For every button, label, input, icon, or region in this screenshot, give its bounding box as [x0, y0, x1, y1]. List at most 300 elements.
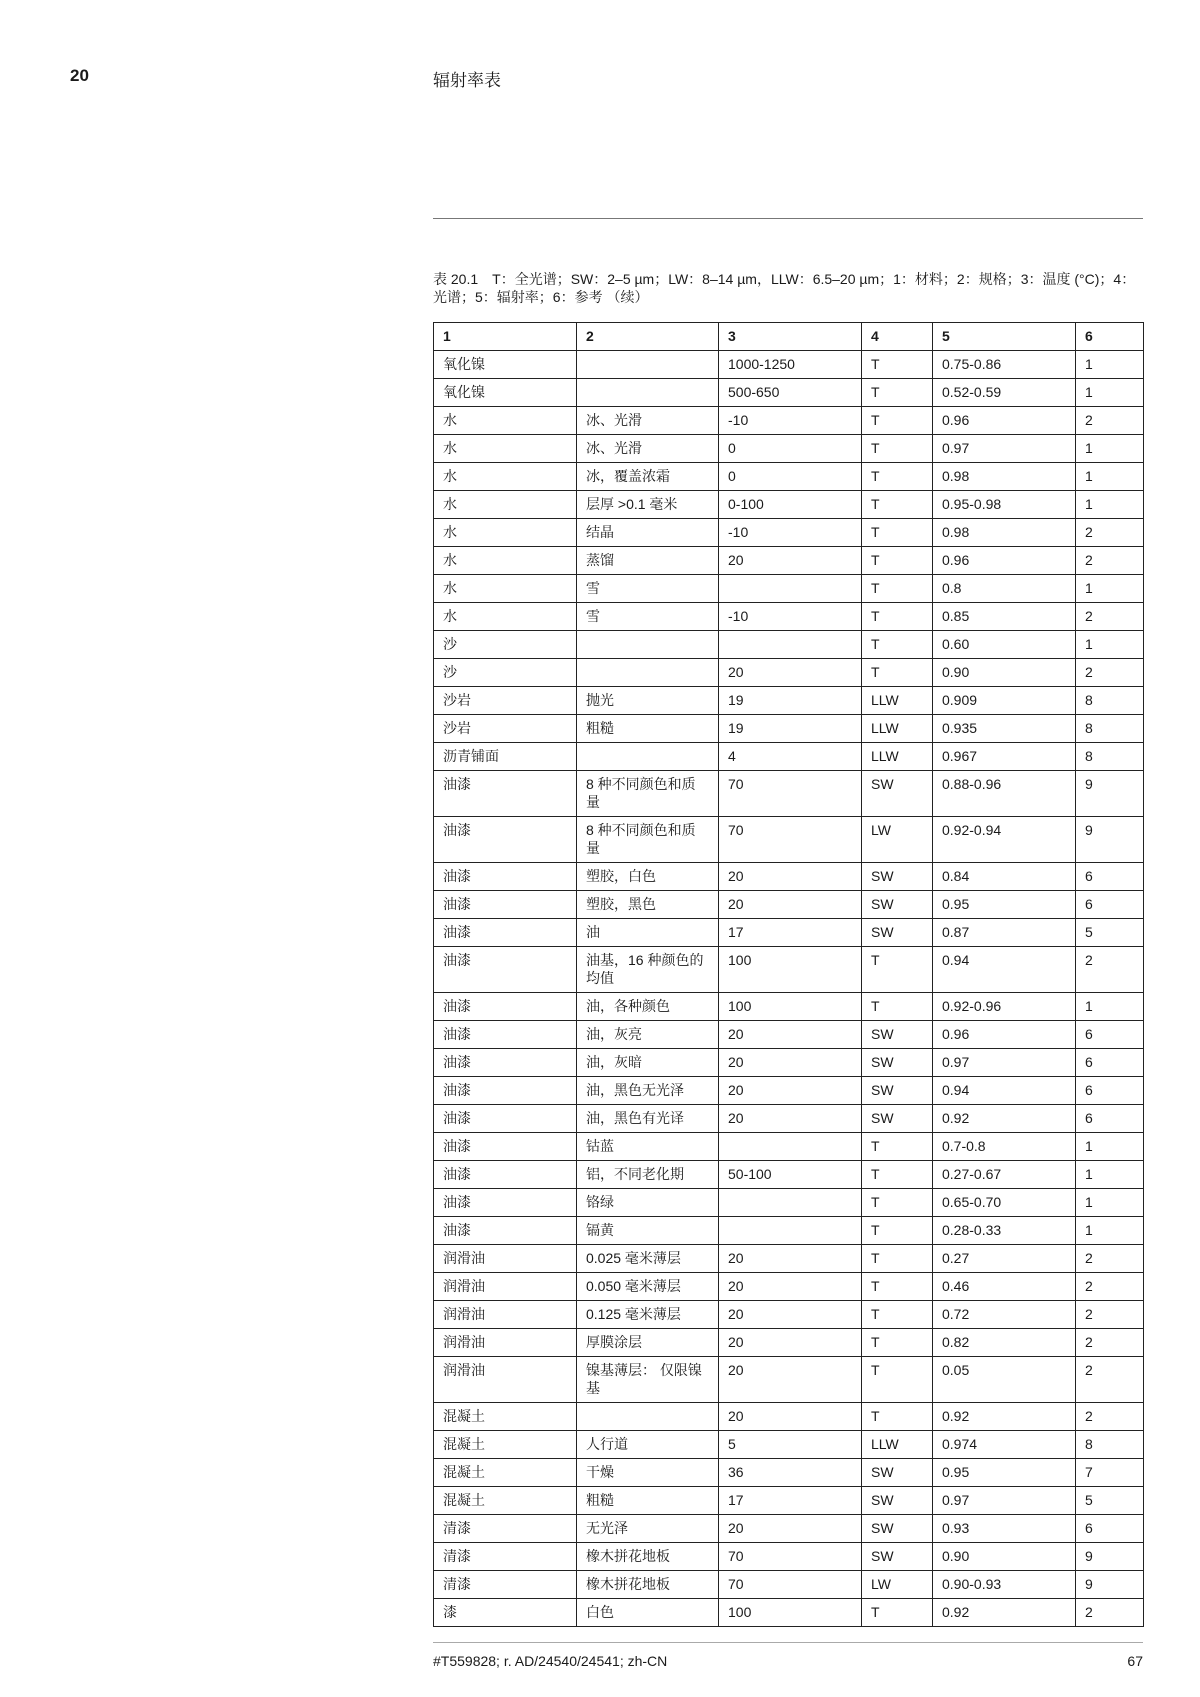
table-cell: T	[862, 1189, 933, 1217]
table-cell: 油漆	[434, 1105, 577, 1133]
table-cell: 水	[434, 575, 577, 603]
table-cell: 0.05	[933, 1357, 1076, 1403]
table-cell: 1	[1076, 631, 1144, 659]
table-row	[434, 771, 1144, 817]
table-cell: 20	[719, 1301, 862, 1329]
table-cell: 0.7-0.8	[933, 1133, 1076, 1161]
column-header: 2	[577, 323, 719, 351]
table-cell: 雪	[577, 575, 719, 603]
table-row	[434, 1431, 1144, 1459]
table-cell: T	[862, 1301, 933, 1329]
table-row	[434, 817, 1144, 863]
table-cell: 水	[434, 463, 577, 491]
table-cell: T	[862, 1599, 933, 1627]
table-cell: 20	[719, 547, 862, 575]
table-cell: 0.60	[933, 631, 1076, 659]
table-cell: 20	[719, 1403, 862, 1431]
table-cell: 镉黄	[577, 1217, 719, 1245]
table-row	[434, 659, 1144, 687]
table-body	[434, 351, 1144, 1627]
chapter-title: 辐射率表	[433, 71, 501, 90]
emissivity-table	[433, 322, 1144, 1627]
table-cell: 0.93	[933, 1515, 1076, 1543]
table-cell: LW	[862, 817, 933, 863]
table-cell: 0.84	[933, 863, 1076, 891]
table-cell: T	[862, 463, 933, 491]
table-cell: 润滑油	[434, 1357, 577, 1403]
table-cell: 0.92	[933, 1403, 1076, 1431]
table-cell: 0.75-0.86	[933, 351, 1076, 379]
table-row	[434, 1021, 1144, 1049]
table-cell: T	[862, 603, 933, 631]
table-cell	[719, 631, 862, 659]
column-header: 1	[434, 323, 577, 351]
table-cell: 冰，覆盖浓霜	[577, 463, 719, 491]
table-cell: LLW	[862, 743, 933, 771]
table-row	[434, 1105, 1144, 1133]
table-cell: 0.82	[933, 1329, 1076, 1357]
table-cell: 8	[1076, 743, 1144, 771]
table-cell: 20	[719, 891, 862, 919]
table-row	[434, 1515, 1144, 1543]
table-cell: 5	[1076, 1487, 1144, 1515]
table-cell: T	[862, 435, 933, 463]
table-cell: SW	[862, 1487, 933, 1515]
table-cell: LLW	[862, 687, 933, 715]
table-cell: 1	[1076, 463, 1144, 491]
table-cell: 6	[1076, 1021, 1144, 1049]
table-row	[434, 547, 1144, 575]
table-row	[434, 463, 1144, 491]
table-row	[434, 1487, 1144, 1515]
table-cell: 油，灰暗	[577, 1049, 719, 1077]
table-cell: 油漆	[434, 1189, 577, 1217]
table-cell: 17	[719, 1487, 862, 1515]
table-row	[434, 1161, 1144, 1189]
table-cell: 1	[1076, 575, 1144, 603]
table-cell: 油漆	[434, 1077, 577, 1105]
table-cell: 1	[1076, 1133, 1144, 1161]
table-cell: 5	[719, 1431, 862, 1459]
table-row	[434, 947, 1144, 993]
table-cell: T	[862, 1133, 933, 1161]
table-cell: T	[862, 993, 933, 1021]
table-cell: 17	[719, 919, 862, 947]
table-cell: 0.025 毫米薄层	[577, 1245, 719, 1273]
table-cell: 0.98	[933, 463, 1076, 491]
table-cell	[577, 659, 719, 687]
table-cell: SW	[862, 1049, 933, 1077]
table-cell: 8 种不同颜色和质量	[577, 771, 719, 817]
table-row	[434, 1301, 1144, 1329]
table-row	[434, 491, 1144, 519]
table-cell: 0.90	[933, 1543, 1076, 1571]
table-cell: T	[862, 379, 933, 407]
table-cell: 厚膜涂层	[577, 1329, 719, 1357]
table-cell: 0.95-0.98	[933, 491, 1076, 519]
table-cell: 塑胶，黑色	[577, 891, 719, 919]
table-cell	[577, 379, 719, 407]
table-cell: 19	[719, 715, 862, 743]
table-cell: T	[862, 1357, 933, 1403]
table-row	[434, 407, 1144, 435]
table-cell: 油	[577, 919, 719, 947]
table-cell: T	[862, 1217, 933, 1245]
table-cell	[719, 1133, 862, 1161]
table-cell: 人行道	[577, 1431, 719, 1459]
table-cell: 2	[1076, 659, 1144, 687]
table-cell: 0.52-0.59	[933, 379, 1076, 407]
table-row	[434, 743, 1144, 771]
column-header: 6	[1076, 323, 1144, 351]
table-cell: 0.27-0.67	[933, 1161, 1076, 1189]
table-cell: 清漆	[434, 1571, 577, 1599]
table-row	[434, 1189, 1144, 1217]
table-cell: 20	[719, 1515, 862, 1543]
table-row	[434, 993, 1144, 1021]
table-cell: 20	[719, 659, 862, 687]
table-cell: 0.87	[933, 919, 1076, 947]
table-cell: T	[862, 547, 933, 575]
table-header-row	[434, 323, 1144, 351]
table-cell: 0.95	[933, 1459, 1076, 1487]
column-header: 5	[933, 323, 1076, 351]
table-cell: 2	[1076, 603, 1144, 631]
table-cell: 润滑油	[434, 1329, 577, 1357]
table-cell: SW	[862, 919, 933, 947]
table-cell: 6	[1076, 1105, 1144, 1133]
table-cell: T	[862, 659, 933, 687]
table-cell: 0.92	[933, 1599, 1076, 1627]
table-cell: 20	[719, 1105, 862, 1133]
table-cell: T	[862, 407, 933, 435]
table-cell: 润滑油	[434, 1301, 577, 1329]
table-cell: 氧化镍	[434, 379, 577, 407]
table-row	[434, 1273, 1144, 1301]
table-cell: 油，各种颜色	[577, 993, 719, 1021]
table-cell: 油漆	[434, 817, 577, 863]
table-cell: 油漆	[434, 1133, 577, 1161]
table-cell: 油，黑色无光泽	[577, 1077, 719, 1105]
table-row	[434, 435, 1144, 463]
table-cell: 钴蓝	[577, 1133, 719, 1161]
table-cell: 漆	[434, 1599, 577, 1627]
table-cell: 2	[1076, 1403, 1144, 1431]
table-cell: 20	[719, 1021, 862, 1049]
table-cell: 润滑油	[434, 1245, 577, 1273]
table-cell: 1	[1076, 491, 1144, 519]
table-cell: 0.90-0.93	[933, 1571, 1076, 1599]
table-cell: T	[862, 947, 933, 993]
table-cell: 70	[719, 817, 862, 863]
table-cell: 沥青铺面	[434, 743, 577, 771]
table-cell: -10	[719, 603, 862, 631]
table-cell: 冰、光滑	[577, 407, 719, 435]
table-row	[434, 1599, 1144, 1627]
table-cell: 油漆	[434, 771, 577, 817]
table-cell: 冰、光滑	[577, 435, 719, 463]
table-cell: 0.65-0.70	[933, 1189, 1076, 1217]
table-cell: 50-100	[719, 1161, 862, 1189]
table-cell: 0.85	[933, 603, 1076, 631]
table-cell: 水	[434, 407, 577, 435]
table-cell: 1	[1076, 993, 1144, 1021]
table-cell: 2	[1076, 1273, 1144, 1301]
table-cell: 6	[1076, 863, 1144, 891]
table-cell: LLW	[862, 715, 933, 743]
table-cell: 0.94	[933, 947, 1076, 993]
table-cell: 油基，16 种颜色的均值	[577, 947, 719, 993]
table-cell: 0.72	[933, 1301, 1076, 1329]
table-cell: SW	[862, 1021, 933, 1049]
table-cell: T	[862, 631, 933, 659]
table-cell: SW	[862, 1459, 933, 1487]
table-cell: 镍基薄层： 仅限镍基	[577, 1357, 719, 1403]
table-cell: 20	[719, 1245, 862, 1273]
table-cell: 油漆	[434, 1217, 577, 1245]
table-cell: 8	[1076, 715, 1144, 743]
table-cell: 2	[1076, 547, 1144, 575]
table-cell: 2	[1076, 1599, 1144, 1627]
table-cell	[577, 631, 719, 659]
table-row	[434, 519, 1144, 547]
table-row	[434, 1245, 1144, 1273]
table-cell: 20	[719, 1357, 862, 1403]
table-cell: 2	[1076, 1245, 1144, 1273]
table-cell: 油漆	[434, 1161, 577, 1189]
column-header: 3	[719, 323, 862, 351]
table-cell: T	[862, 519, 933, 547]
table-cell: 2	[1076, 1301, 1144, 1329]
table-row	[434, 351, 1144, 379]
table-cell: 油漆	[434, 947, 577, 993]
table-row	[434, 631, 1144, 659]
column-header: 4	[862, 323, 933, 351]
table-cell: 0.95	[933, 891, 1076, 919]
table-cell: 36	[719, 1459, 862, 1487]
table-row	[434, 1217, 1144, 1245]
table-cell: 2	[1076, 1357, 1144, 1403]
table-cell: 0.27	[933, 1245, 1076, 1273]
table-cell: T	[862, 351, 933, 379]
table-row	[434, 1049, 1144, 1077]
table-cell: 0.92-0.96	[933, 993, 1076, 1021]
table-cell: 0.125 毫米薄层	[577, 1301, 719, 1329]
table-cell: 6	[1076, 1515, 1144, 1543]
table-row	[434, 1403, 1144, 1431]
table-cell: 清漆	[434, 1543, 577, 1571]
table-cell: 500-650	[719, 379, 862, 407]
table-row	[434, 1357, 1144, 1403]
table-cell: 油漆	[434, 863, 577, 891]
table-cell: 6	[1076, 1049, 1144, 1077]
table-cell: 20	[719, 863, 862, 891]
table-cell: 0.8	[933, 575, 1076, 603]
table-row	[434, 1571, 1144, 1599]
table-cell: 19	[719, 687, 862, 715]
table-cell: 6	[1076, 891, 1144, 919]
table-cell: T	[862, 1403, 933, 1431]
table-cell: 0.974	[933, 1431, 1076, 1459]
table-cell: 1	[1076, 1189, 1144, 1217]
table-cell: 70	[719, 1571, 862, 1599]
table-cell: 清漆	[434, 1515, 577, 1543]
table-cell: 0.88-0.96	[933, 771, 1076, 817]
table-cell	[577, 743, 719, 771]
table-cell: 20	[719, 1273, 862, 1301]
table-row	[434, 687, 1144, 715]
table-cell: 0.92-0.94	[933, 817, 1076, 863]
table-cell: LLW	[862, 1431, 933, 1459]
table-cell: SW	[862, 1543, 933, 1571]
table-cell: 混凝土	[434, 1403, 577, 1431]
table-cell: 20	[719, 1329, 862, 1357]
table-cell: 混凝土	[434, 1459, 577, 1487]
table-cell: 2	[1076, 407, 1144, 435]
table-cell: 0	[719, 435, 862, 463]
table-cell	[577, 351, 719, 379]
table-cell: -10	[719, 519, 862, 547]
table-cell: 层厚 >0.1 毫米	[577, 491, 719, 519]
table-row	[434, 1329, 1144, 1357]
table-cell: 0.96	[933, 547, 1076, 575]
table-cell: 1000-1250	[719, 351, 862, 379]
table-cell: 油漆	[434, 1049, 577, 1077]
table-cell: 0.92	[933, 1105, 1076, 1133]
table-cell: 铬绿	[577, 1189, 719, 1217]
table-cell: 无光泽	[577, 1515, 719, 1543]
table-cell: -10	[719, 407, 862, 435]
table-cell: 水	[434, 519, 577, 547]
table-cell: 塑胶，白色	[577, 863, 719, 891]
table-cell: 水	[434, 603, 577, 631]
table-cell: 0	[719, 463, 862, 491]
table-cell: 0.909	[933, 687, 1076, 715]
table-cell: 0.98	[933, 519, 1076, 547]
table-row	[434, 1459, 1144, 1487]
table-cell: 8	[1076, 1431, 1144, 1459]
table-cell: 9	[1076, 1571, 1144, 1599]
table-cell: 9	[1076, 771, 1144, 817]
table-cell: 8	[1076, 687, 1144, 715]
table-caption: 表 20.1 T：全光谱；SW：2–5 µm；LW：8–14 µm，LLW：6.5–20 µm；1：材料；2：规格；3：温度 (°C)；4：光谱；5：辐射率；6：参考 （续）	[433, 271, 1136, 305]
table-cell: 水	[434, 547, 577, 575]
table-cell	[719, 575, 862, 603]
table-cell: LW	[862, 1571, 933, 1599]
table-cell: 4	[719, 743, 862, 771]
page-number: 67	[1127, 1653, 1143, 1669]
table-cell: 0.46	[933, 1273, 1076, 1301]
table-cell: 6	[1076, 1077, 1144, 1105]
table-cell: 0.96	[933, 1021, 1076, 1049]
table-cell: 润滑油	[434, 1273, 577, 1301]
table-cell: 1	[1076, 379, 1144, 407]
table-cell: 0.050 毫米薄层	[577, 1273, 719, 1301]
table-cell: 2	[1076, 1329, 1144, 1357]
header-rule	[433, 218, 1143, 219]
table-cell: 油，黑色有光译	[577, 1105, 719, 1133]
table-cell: 20	[719, 1049, 862, 1077]
table-cell: 0.90	[933, 659, 1076, 687]
table-row	[434, 1133, 1144, 1161]
table-cell: 9	[1076, 1543, 1144, 1571]
table-cell: 沙	[434, 659, 577, 687]
table-cell: SW	[862, 1515, 933, 1543]
table-cell: 0.94	[933, 1077, 1076, 1105]
table-cell: 0.96	[933, 407, 1076, 435]
table-cell: T	[862, 1329, 933, 1357]
table-cell: 干燥	[577, 1459, 719, 1487]
table-cell: 白色	[577, 1599, 719, 1627]
table-cell: 雪	[577, 603, 719, 631]
table-cell: T	[862, 491, 933, 519]
table-cell	[719, 1217, 862, 1245]
table-cell: 1	[1076, 1161, 1144, 1189]
table-cell: T	[862, 1161, 933, 1189]
table-row	[434, 863, 1144, 891]
table-cell: T	[862, 1245, 933, 1273]
table-cell: 0.97	[933, 1049, 1076, 1077]
table-cell: SW	[862, 771, 933, 817]
table-cell: 0.935	[933, 715, 1076, 743]
table-cell: 抛光	[577, 687, 719, 715]
table-row	[434, 575, 1144, 603]
table-row	[434, 603, 1144, 631]
table-cell: 2	[1076, 519, 1144, 547]
table-cell: 油漆	[434, 993, 577, 1021]
table-cell: T	[862, 1273, 933, 1301]
table-cell: 油漆	[434, 919, 577, 947]
table-cell: 橡木拼花地板	[577, 1543, 719, 1571]
table-cell: 粗糙	[577, 715, 719, 743]
table-cell: 7	[1076, 1459, 1144, 1487]
table-cell: 0.97	[933, 1487, 1076, 1515]
table-cell	[577, 1403, 719, 1431]
footer-rule	[433, 1642, 1143, 1643]
table-cell: 5	[1076, 919, 1144, 947]
chapter-number: 20	[70, 66, 89, 85]
table-cell: 混凝土	[434, 1487, 577, 1515]
table-cell: 70	[719, 1543, 862, 1571]
table-cell: 水	[434, 435, 577, 463]
table-cell: 油，灰亮	[577, 1021, 719, 1049]
table-row	[434, 891, 1144, 919]
table-cell: 混凝土	[434, 1431, 577, 1459]
table-cell: 0.28-0.33	[933, 1217, 1076, 1245]
table-cell: 蒸馏	[577, 547, 719, 575]
table-cell: 油漆	[434, 1021, 577, 1049]
table-cell: 水	[434, 491, 577, 519]
table-cell: 2	[1076, 947, 1144, 993]
table-cell: 1	[1076, 435, 1144, 463]
table-cell: SW	[862, 863, 933, 891]
table-cell: 100	[719, 1599, 862, 1627]
table-cell: 70	[719, 771, 862, 817]
table-cell: 油漆	[434, 891, 577, 919]
table-cell: 沙岩	[434, 687, 577, 715]
table-cell: 沙	[434, 631, 577, 659]
table-cell: 粗糙	[577, 1487, 719, 1515]
table-cell: SW	[862, 1077, 933, 1105]
table-cell: 20	[719, 1077, 862, 1105]
table-cell: T	[862, 575, 933, 603]
table-cell: 0.97	[933, 435, 1076, 463]
table-row	[434, 715, 1144, 743]
table-cell: 9	[1076, 817, 1144, 863]
table-cell: 8 种不同颜色和质量	[577, 817, 719, 863]
table-cell: 1	[1076, 351, 1144, 379]
table-cell: 沙岩	[434, 715, 577, 743]
